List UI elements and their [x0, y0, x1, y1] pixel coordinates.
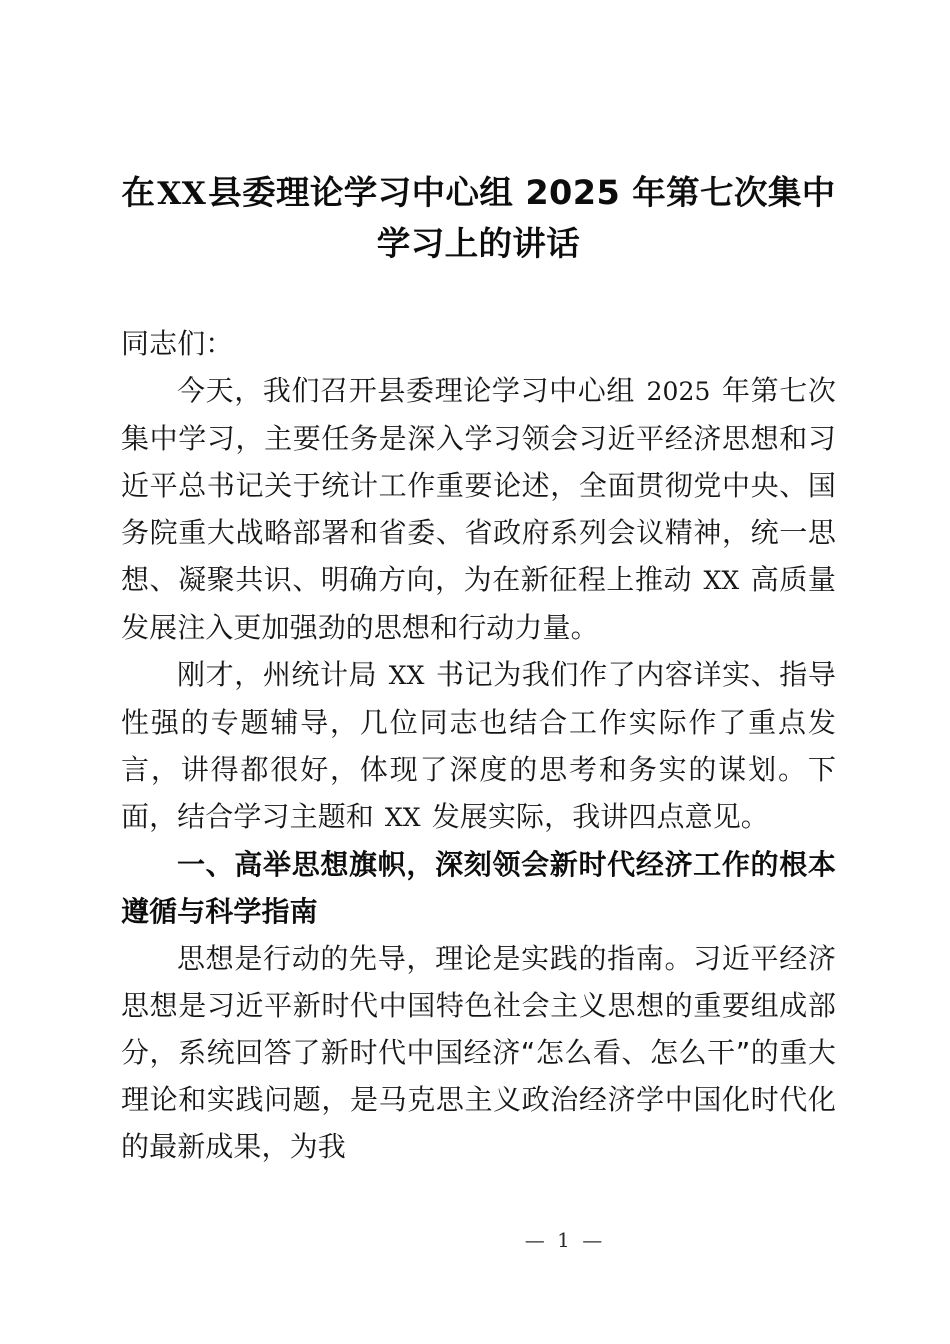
latin-run: XX: [388, 661, 425, 690]
heading-section-one: 一、高举思想旗帜，深刻领会新时代经济工作的根本遵循与科学指南: [121, 848, 836, 928]
paragraph-opening: 今天，我们召开县委理论学习中心组 2025 年第七次集中学习，主要任务是深入学习领会习近平经济思想和习近平总书记关于统计工作重要论述，全面贯彻党中央、国务院重大战略部署和省委、省政府系列会议精神，统一思想、凝聚共识、明确方向，为在新征程上推动 XX 高质量发展注入更加强劲的思想和行动力量。: [121, 374, 837, 644]
title-segment-rest: 县委理论学习中心组 2025 年第七次集: [208, 173, 802, 212]
paragraph-acknowledgement: 刚才，州统计局 XX 书记为我们作了内容详实、指导性强的专题辅导，几位同志也结合工作实际作了重点发言，讲得都很好，体现了深度的思考和务实的谋划。下面，结合学习主题和 XX 发展实际，我讲四点意见。: [121, 658, 837, 833]
title-segment-latin: XX: [157, 176, 207, 212]
paragraph-section-one-body: 思想是行动的先导，理论是实践的指南。习近平经济思想是习近平新时代中国特色社会主义思想的重要组成部分，系统回答了新时代中国经济“怎么看、怎么干”的重大理论和实践问题，是马克思主义政治经济学中国化时代化的最新成果，为我: [121, 942, 836, 1163]
page-number: — 1 —: [524, 1228, 606, 1252]
title-segment-line2: 中学习上的讲话: [376, 173, 836, 263]
salutation: 同志们：: [121, 327, 234, 360]
page-title: [121, 0, 836, 269]
latin-run: XX: [703, 566, 740, 595]
page-content: [121, 0, 836, 1170]
latin-run: 2025: [646, 377, 711, 406]
title-segment-prefix: 在: [121, 173, 156, 212]
page-footer: [0, 1228, 950, 1252]
latin-run: XX: [384, 803, 421, 832]
